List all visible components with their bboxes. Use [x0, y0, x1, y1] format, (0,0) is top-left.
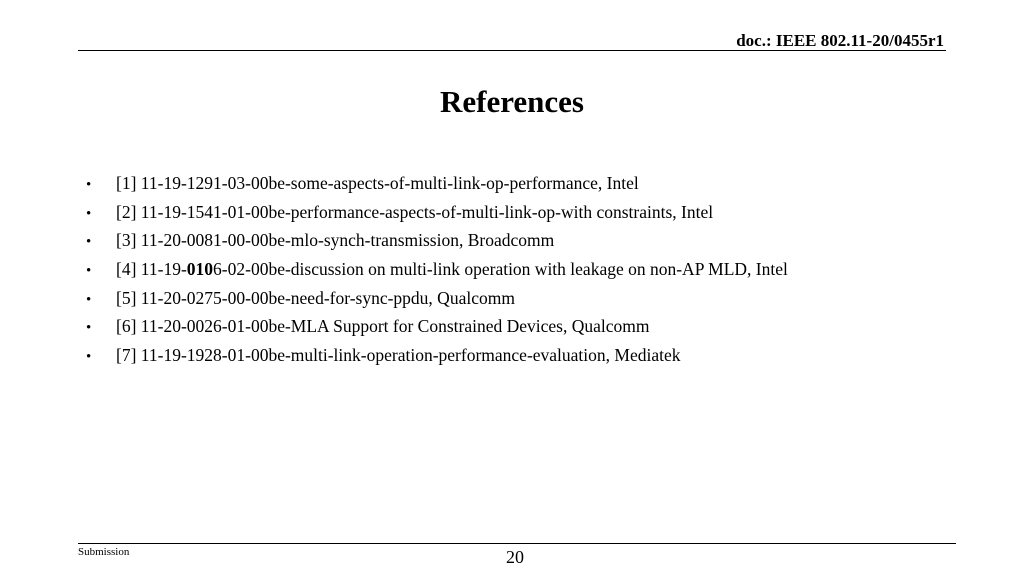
header-divider: [78, 50, 946, 51]
reference-text: [1] 11-19-1291-03-00be-some-aspects-of-multi-link-op-performance, Intel: [116, 173, 639, 193]
bullet-icon: •: [86, 205, 92, 222]
reference-item-4: [86, 259, 788, 288]
reference-item-3: [86, 230, 788, 259]
reference-text: [7] 11-19-1928-01-00be-multi-link-operation-performance-evaluation, Mediatek: [116, 345, 681, 366]
reference-text: [2] 11-19-1541-01-00be-performance-aspects-of-multi-link-op-with constraints, Intel: [116, 201, 714, 222]
bullet-icon: •: [86, 320, 92, 337]
footer-submission-label: Submission: [78, 546, 130, 558]
reference-item-5: [86, 288, 788, 317]
page-number: 20: [506, 547, 524, 567]
slide-title: References: [439, 84, 584, 119]
reference-item-6: [86, 316, 788, 345]
reference-text-bold: 010: [186, 259, 214, 280]
reference-item-1: [86, 173, 788, 202]
reference-text: [5] 11-20-0275-00-00be-need-for-sync-ppdu, Qualcomm: [116, 287, 515, 308]
reference-item-2: [86, 202, 788, 231]
document-id: doc.: IEEE 802.11-20/0455r1: [736, 31, 944, 50]
reference-text: [116, 259, 788, 280]
reference-text-suffix: 6-02-00be-discussion on multi-link operation with leakage on non-AP MLD, Intel: [213, 259, 788, 280]
bullet-icon: •: [86, 177, 92, 193]
bullet-icon: •: [86, 349, 92, 366]
reference-item-7: [86, 345, 788, 374]
bullet-icon: •: [86, 291, 92, 308]
bullet-icon: •: [86, 234, 92, 251]
reference-text-prefix: [4] 11-19-: [116, 259, 187, 280]
reference-text: [3] 11-20-0081-00-00be-mlo-synch-transmission, Broadcomm: [116, 230, 555, 251]
bullet-icon: •: [86, 263, 92, 280]
footer-divider: [78, 543, 956, 544]
reference-list: [86, 173, 788, 374]
reference-text: [6] 11-20-0026-01-00be-MLA Support for Constrained Devices, Qualcomm: [116, 316, 650, 337]
